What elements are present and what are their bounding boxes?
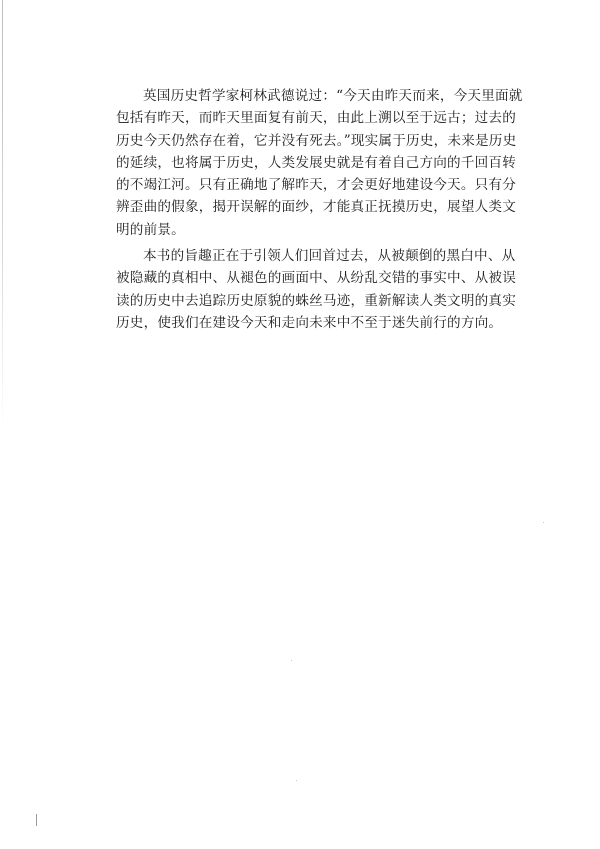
paragraph-2-line-1: 本书的旨趣正在于引领人们回首过去，从被颠倒的黑白中、从 — [143, 248, 516, 265]
scan-speck — [291, 660, 292, 661]
paragraph-1-line-7: 明的前景。 — [116, 221, 185, 238]
paragraph-1 — [116, 85, 523, 241]
scan-bottom-mark — [36, 814, 37, 826]
paragraph-1-line-1: 英国历史哲学家柯林武德说过：“今天由昨天而来，今天里面就 — [143, 88, 523, 104]
scan-left-edge-shadow — [2, 0, 3, 430]
paragraph-2-line-3: 读的历史中去追踪历史原貌的蛛丝马迹，重新解读人类文明的真实 — [116, 292, 517, 309]
paragraph-1-line-5: 的不竭江河。只有正确地了解昨天，才会更好地建设今天。只有分 — [116, 177, 517, 194]
scan-speck — [296, 780, 297, 781]
paragraph-1-line-2: 包括有昨天，而昨天里面复有前天，由此上溯以至于远古；过去的 — [116, 110, 517, 127]
paragraph-2-line-4: 历史，使我们在建设今天和走向未来中不至于迷失前行的方向。 — [116, 314, 503, 331]
body-text — [116, 85, 523, 338]
paragraph-1-line-6: 辨歪曲的假象，揭开误解的面纱，才能真正抚摸历史，展望人类文 — [116, 199, 517, 216]
paragraph-1-line-3: 历史今天仍然存在着，它并没有死去。”现实属于历史，未来是历史 — [116, 132, 517, 149]
scan-speck — [543, 522, 544, 523]
paragraph-2-line-2: 被隐藏的真相中、从褪色的画面中、从纷乱交错的事实中、从被误 — [116, 270, 517, 287]
paragraph-1-line-4: 的延续，也将属于历史，人类发展史就是有着自己方向的千回百转 — [116, 154, 517, 171]
paragraph-2 — [116, 245, 517, 334]
